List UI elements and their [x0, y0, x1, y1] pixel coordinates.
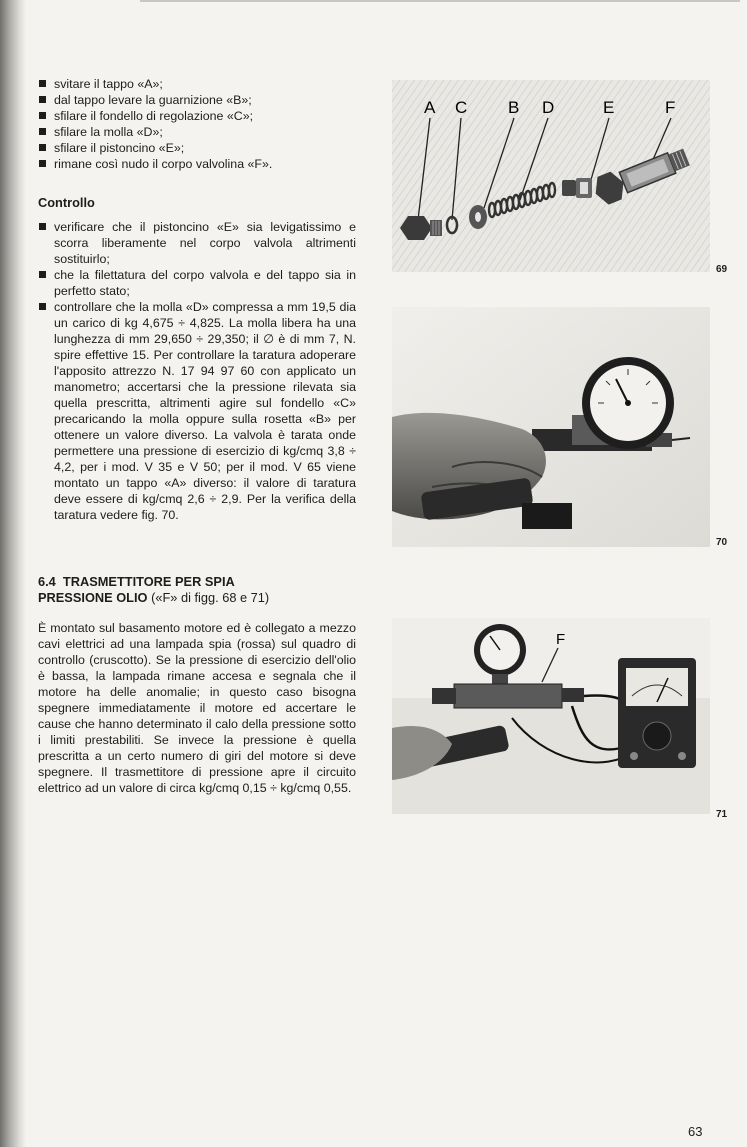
- figure-69-number: 69: [716, 264, 728, 275]
- figure-70-gauge-test: [392, 307, 710, 547]
- figure-70-number: 70: [716, 537, 728, 548]
- section-number: 6.4: [38, 574, 56, 589]
- label-c: C: [455, 98, 468, 117]
- book-spine-shadow: [0, 0, 26, 1147]
- section-title: [38, 574, 356, 606]
- figure-69-valve-parts: [392, 80, 710, 272]
- controllo-paragraph: verificare che il pistoncino «E» sia levigatissimo e scorra liberamente nel corpo valvola altrimenti sostituirlo;: [38, 219, 356, 267]
- section-paragraph: È montato sul basamento motore ed è collegato a mezzo cavi elettrici ad una lampada spia (rossa) sul quadro di controllo (cruscotto). Se la pressione di esercizio dell'olio è bassa, la lampada rimane accesa e segnala che il motore ha delle anomalie; in questo caso bisogna spegnere immediatamente il motore ed accertare le cause che hanno determinato il calo della pressione sotto i limiti prestabiliti. Se invece la pressione è quella prescritta a un certo numero di giri del motore si deve spegnere. Il trasmettitore di pressione apre il circuito elettrico ad un valore di circa kg/cmq 0,15 ÷ kg/cmq 0,55.: [38, 621, 356, 795]
- step-item: dal tappo levare la guarnizione «B»;: [38, 92, 356, 108]
- label-a: A: [424, 98, 436, 117]
- gauge-test-photo: [392, 307, 710, 547]
- disassembly-steps-list: [38, 76, 356, 172]
- controllo-paragraph: controllare che la molla «D» compressa a mm 19,5 dia un carico di kg 4,675 ÷ 4,825. La molla libera ha una lunghezza di mm 29,650 ÷ 29,350; il ∅ è di mm 7, N. spire effettive 15. Per controllare la taratura adoperare l'apposito attrezzo N. 17 94 97 60 con applicato un manometro; accertarsi che la pressione rilevata sia quella prescritta, altrimenti agire sul fondello «C» precaricando la molla oppure sulla rosetta «B» per ottenere un valore diverso. La valvola è tarata onde permettere una pressione di esercizio di kg/cmq 3,8 ÷ 4,2, per i mod. V 35 e V 50; per il mod. V 65 viene montato un tappo «A» diverso: il valore di taratura deve essere di kg/cmq 2,6 ÷ 2,9. Per la verifica della taratura vedere fig. 70.: [38, 299, 356, 523]
- transmitter-test-photo: [392, 618, 710, 814]
- valve-parts-illustration: [392, 80, 710, 272]
- step-item: sfilare la molla «D»;: [38, 124, 356, 140]
- step-item: rimane così nudo il corpo valvolina «F».: [38, 156, 356, 172]
- label-e: E: [603, 98, 615, 117]
- step-item: sfilare il fondello di regolazione «C»;: [38, 108, 356, 124]
- section-body: [38, 620, 356, 796]
- section-title-line2: PRESSIONE OLIO: [38, 590, 148, 605]
- page-top-rule: [140, 0, 740, 2]
- controllo-heading: Controllo: [38, 195, 95, 210]
- label-f: F: [556, 631, 566, 648]
- section-figure-ref: («F» di figg. 68 e 71): [151, 590, 270, 605]
- page-number: 63: [688, 1124, 703, 1139]
- controllo-paragraph: che la filettatura del corpo valvola e del tappo sia in perfetto stato;: [38, 267, 356, 299]
- label-d: D: [542, 98, 555, 117]
- step-item: svitare il tappo «A»;: [38, 76, 356, 92]
- section-title-line1: TRASMETTITORE PER SPIA: [62, 574, 235, 589]
- label-f: F: [665, 98, 676, 117]
- figure-71-number: 71: [716, 809, 728, 820]
- label-b: B: [508, 98, 520, 117]
- controllo-section: [38, 219, 356, 523]
- step-item: sfilare il pistoncino «E»;: [38, 140, 356, 156]
- figure-71-transmitter-test: [392, 618, 710, 814]
